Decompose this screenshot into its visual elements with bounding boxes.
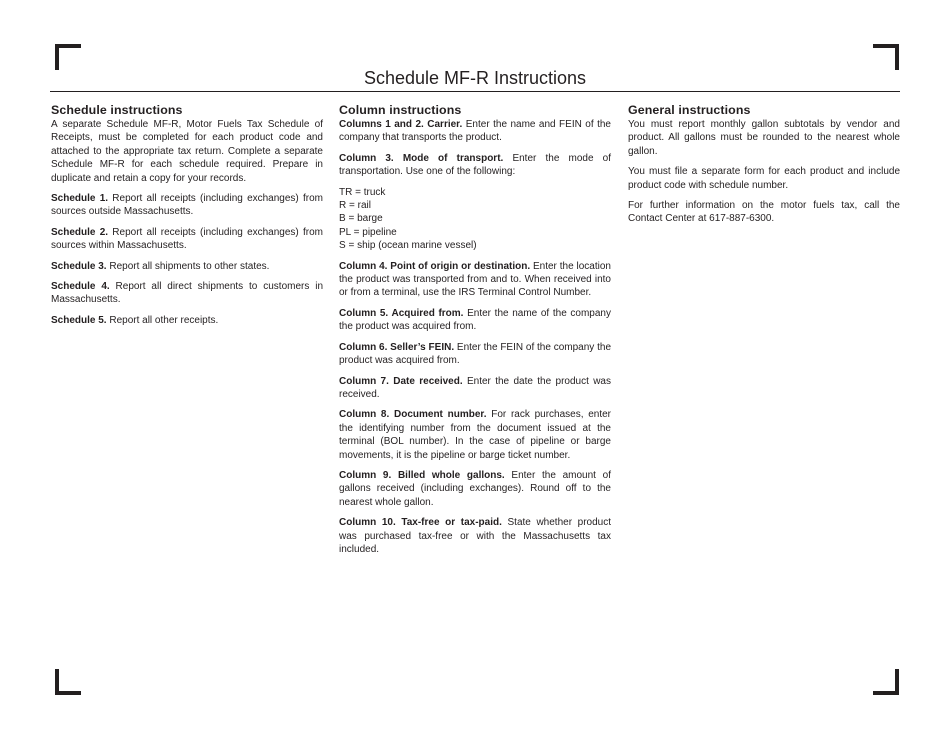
page-title: Schedule MF-R Instructions: [363, 68, 587, 88]
schedule-item: [51, 260, 323, 273]
general-paragraph: You must report monthly gallon subtotals by vendor and product. All gallons must be rounded to the nearest whole gallon.: [628, 119, 900, 157]
column-instructions-heading: Column instructions: [339, 103, 462, 117]
general-paragraph: For further information on the motor fuels tax, call the Contact Center at 617-887-6300.: [628, 200, 900, 225]
column-item-text: Enter the location the product was transported from and to. When received into or from a terminal, use the IRS Terminal Control Number.: [339, 260, 611, 299]
column-item-text: Enter the FEIN of the company the product was acquired from.: [339, 341, 612, 367]
column-item-text: Enter the name and FEIN of the company that transports the product.: [339, 119, 611, 144]
schedule-item-text: Report all shipments to other states.: [106, 260, 270, 272]
schedule-instructions-column: [51, 103, 323, 334]
schedule-item: [51, 314, 323, 327]
column-item-label: Column 10. Tax-free or tax-paid.: [339, 517, 502, 529]
transport-mode-item: PL = pipeline: [339, 226, 397, 238]
schedule-item: [51, 226, 323, 253]
column-item-text: State whether product was purchased tax-free or with the Massachusetts tax included.: [339, 517, 612, 555]
column-item: [339, 118, 611, 145]
schedule-item-label: Schedule 3.: [51, 260, 107, 272]
schedule-item: [51, 280, 323, 307]
column-item: [339, 408, 611, 462]
column-item-text: Enter the mode of transportation. Use one of the following:: [339, 152, 611, 178]
column-item: [339, 307, 611, 334]
column-item-label: Column 6. Seller’s FEIN.: [339, 341, 455, 353]
transport-mode-item: R = rail: [339, 200, 371, 212]
schedule-item-text: Report all receipts (including exchanges) from sources outside Massachusetts.: [51, 193, 323, 218]
column-item: [339, 375, 611, 402]
crop-mark-bottom-left: [55, 669, 81, 695]
title-divider: [50, 91, 900, 92]
schedule-item-label: Schedule 4.: [51, 281, 110, 293]
column-item-label: Column 7. Date received.: [339, 375, 463, 387]
column-item-text: Enter the name of the company the product was acquired from.: [339, 307, 611, 333]
schedule-intro: A separate Schedule MF-R, Motor Fuels Tax Schedule of Receipts, must be completed for each product code and attached to the appropriate tax return. Complete a separate Schedule MF-R for each schedule required. Prepare in duplicate and retain a copy for your records.: [51, 119, 323, 184]
column-item: [339, 469, 611, 509]
column-item: [339, 516, 611, 556]
column-item-label: Column 8. Document number.: [339, 409, 487, 421]
column-item-text: Enter the date the product was received.: [339, 375, 611, 400]
general-instructions-heading: General instructions: [628, 103, 751, 117]
general-paragraph: You must file a separate form for each product and include product code with schedule number.: [628, 166, 900, 191]
column-item-label: Column 4. Point of origin or destination.: [339, 260, 531, 272]
schedule-item: [51, 192, 323, 219]
schedule-item-label: Schedule 1.: [51, 193, 109, 205]
schedule-item-text: Report all other receipts.: [106, 314, 219, 326]
schedule-instructions-heading: Schedule instructions: [51, 103, 183, 117]
column-item-label: Column 5. Acquired from.: [339, 307, 464, 319]
schedule-item-label: Schedule 2.: [51, 226, 109, 238]
column-item: [339, 152, 611, 179]
schedule-item-label: Schedule 5.: [51, 314, 107, 326]
column-item: [339, 341, 611, 368]
column-item: [339, 260, 611, 300]
schedule-item-text: Report all direct shipments to customers in Massachusetts.: [51, 281, 324, 306]
column-instructions-column: [339, 103, 611, 563]
column-item-text: For rack purchases, enter the identifying number from the document issued at the terminal (BOL number). In the case of pipeline or barge movements, it is the pipeline or barge ticket number.: [339, 409, 611, 461]
transport-mode-item: TR = truck: [339, 186, 386, 198]
transport-mode-list: [339, 186, 611, 253]
crop-mark-bottom-right: [873, 669, 899, 695]
general-instructions-column: [628, 103, 900, 233]
column-item-label: Column 9. Billed whole gallons.: [339, 469, 505, 481]
column-item-label: Column 3. Mode of transport.: [339, 152, 504, 164]
transport-mode-item: S = ship (ocean marine vessel): [339, 240, 477, 252]
column-item-text: Enter the amount of gallons received (including exchanges). Round off to the nearest whole gallon.: [339, 469, 611, 508]
transport-mode-item: B = barge: [339, 213, 383, 225]
column-item-label: Columns 1 and 2. Carrier.: [339, 119, 463, 130]
schedule-item-text: Report all receipts (including exchanges) from sources within Massachusetts.: [51, 226, 323, 252]
